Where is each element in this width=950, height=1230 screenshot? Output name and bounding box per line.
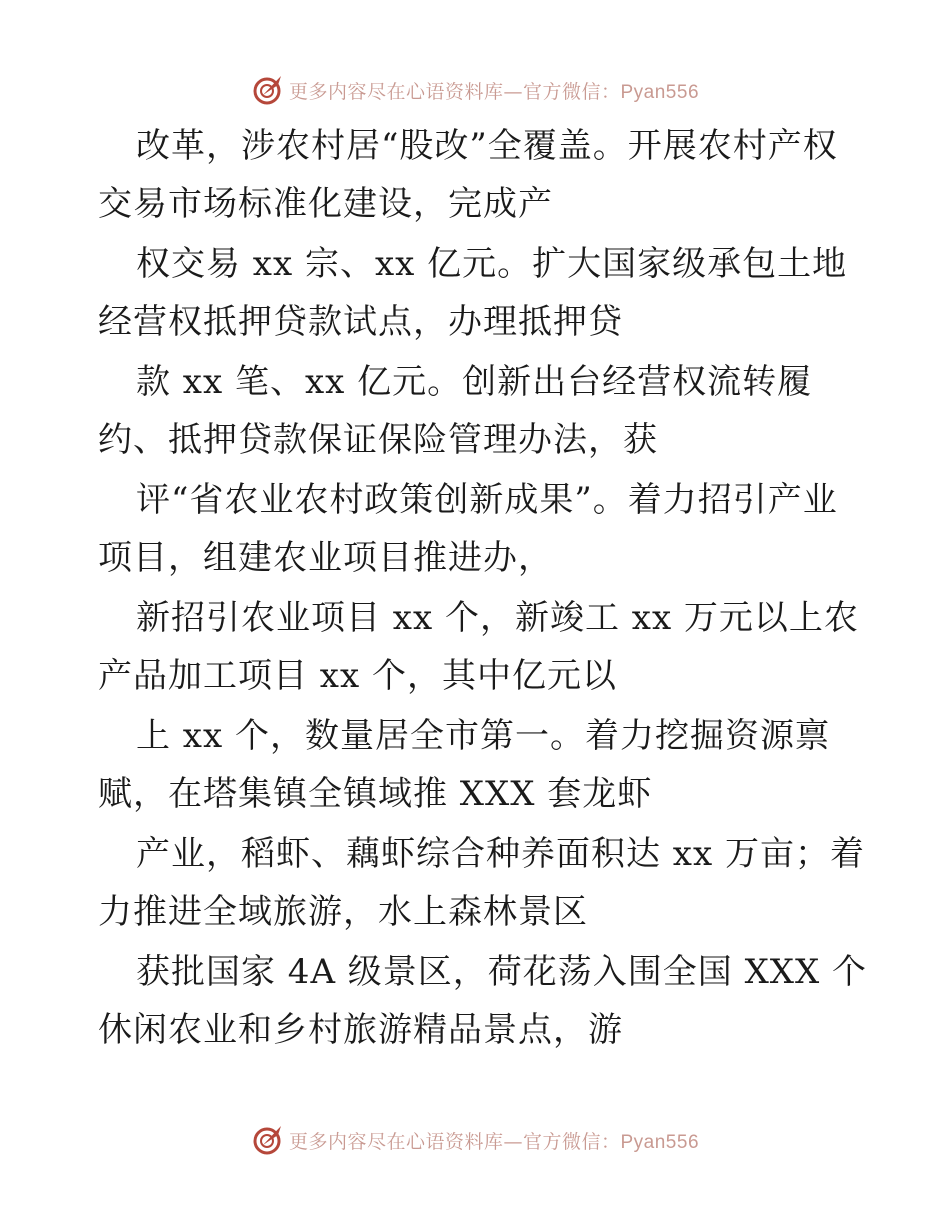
quill-logo-icon [251, 1123, 285, 1157]
text-line-1: 改革，涉农村居“股改”全覆盖。开展农村产权 [136, 126, 838, 166]
footer-banner [0, 1122, 950, 1158]
footer-banner-text: 更多内容尽在心语资料库—官方微信：Pyan556 [288, 1130, 700, 1153]
header-banner-text: 更多内容尽在心语资料库—官方微信：Pyan556 [288, 80, 700, 103]
text-line-15: 获批国家 4A 级景区，荷花荡入围全国 XXX 个 [136, 952, 868, 992]
text-line-10: 产品加工项目 xx 个，其中亿元以 [98, 656, 617, 696]
text-line-4: 经营权抵押贷款试点，办理抵押贷 [98, 302, 623, 342]
text-line-16: 休闲农业和乡村旅游精品景点，游 [98, 1010, 623, 1050]
text-line-12: 赋，在塔集镇全镇域推 XXX 套龙虾 [98, 774, 653, 814]
header-banner [0, 72, 950, 108]
text-line-13: 产业，稻虾、藕虾综合种养面积达 xx 万亩；着 [136, 834, 865, 874]
text-line-9: 新招引农业项目 xx 个，新竣工 xx 万元以上农 [136, 598, 859, 638]
text-line-6: 约、抵押贷款保证保险管理办法，获 [98, 420, 658, 460]
text-line-11: 上 xx 个，数量居全市第一。着力挖掘资源禀 [136, 716, 830, 756]
text-line-3: 权交易 xx 宗、xx 亿元。扩大国家级承包土地 [136, 244, 848, 284]
text-line-7: 评“省农业农村政策创新成果”。着力招引产业 [136, 480, 838, 520]
quill-logo-icon [251, 73, 285, 107]
text-line-14: 力推进全域旅游，水上森林景区 [98, 892, 588, 932]
text-line-2: 交易市场标准化建设，完成产 [98, 184, 553, 224]
text-line-8: 项目，组建农业项目推进办， [98, 538, 553, 578]
text-line-5: 款 xx 笔、xx 亿元。创新出台经营权流转履 [136, 362, 813, 402]
